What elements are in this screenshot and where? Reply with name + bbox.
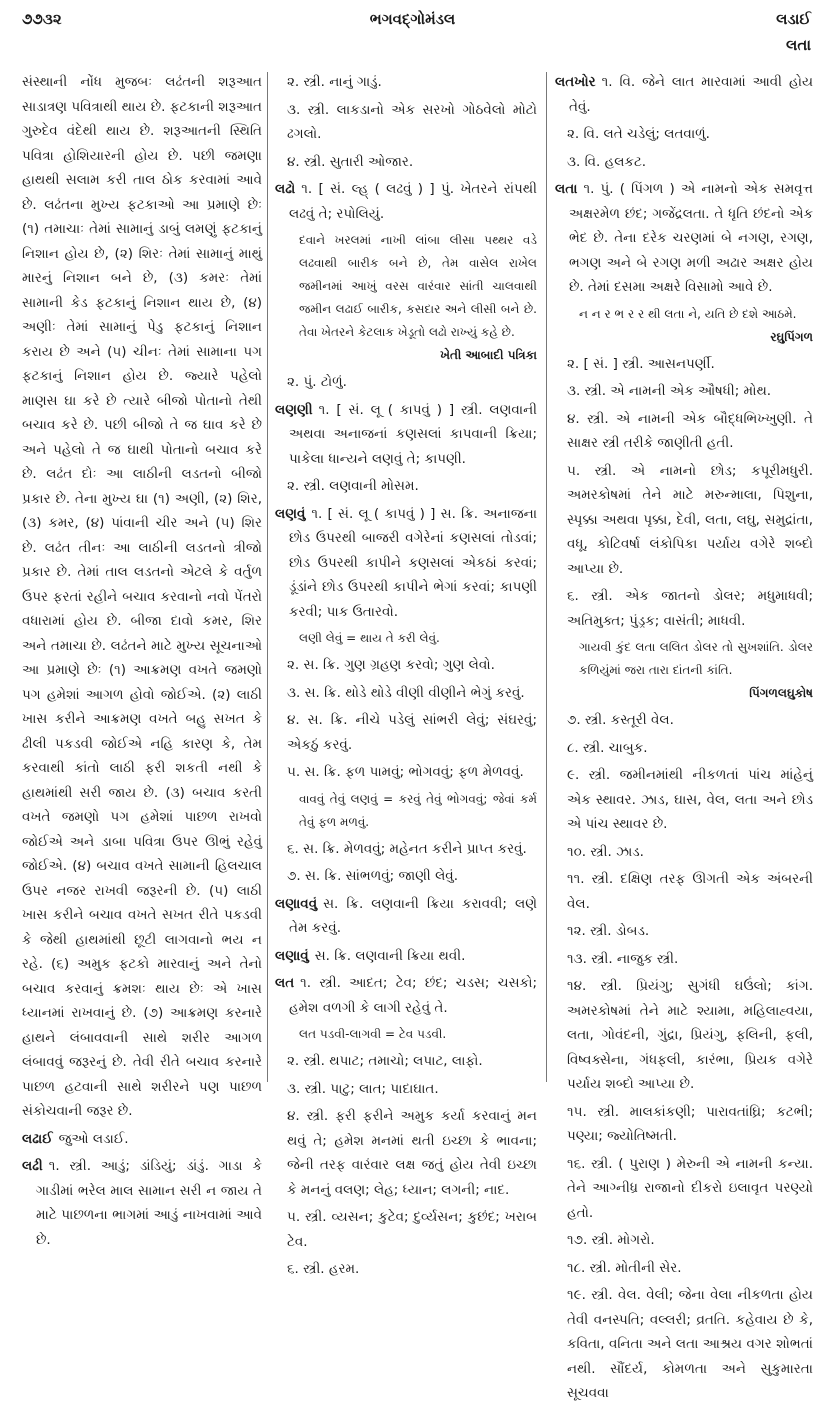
citation-source: ખેતી આબાદી પત્રિકા bbox=[440, 348, 537, 362]
sense-item bbox=[555, 708, 813, 733]
sense-item bbox=[555, 352, 813, 377]
definition-text: ન ન ર ભ ર ર થી લતા ને, યતિ છે દશે આઠમે. bbox=[579, 306, 797, 321]
sense-item bbox=[555, 150, 813, 175]
definition-text: ૨. સ્ત્રી. લણવાની મોસમ. bbox=[287, 478, 419, 494]
definition-text: ૯. સ્ત્રી. જમીનમાંથી નીકળતાં પાંચ માંહેનું એક સ્થાવર. ઝાડ, ઘાસ, વેલ, લતા અને છોડ એ પાંચ સ્થાવર છે. bbox=[567, 767, 813, 832]
definition-text: ૧૨. સ્ત્રી. ડોબડ. bbox=[567, 923, 650, 939]
definition-text: ૫. સ્ત્રી. વ્યસન; કુટેવ; દુર્વ્યસન; કુછંદ; ખરાબ ટેવ. bbox=[287, 1209, 537, 1250]
definition-text: ૧૮. સ્ત્રી. મોતીની સેર. bbox=[567, 1259, 682, 1276]
definition-text: લણી લેવું = થાય તે કરી લેવું. bbox=[299, 631, 440, 645]
column-right bbox=[555, 70, 813, 1409]
definition-text: ૭. સ. ક્રિ. સાંભળવું; જાણી લેવું. bbox=[287, 868, 458, 884]
sense-item bbox=[555, 919, 813, 944]
definition-text: ૩. સ. ક્રિ. થોડે થોડે વીણી વીણીને ભેગું કરવું. bbox=[287, 684, 525, 701]
sense-item bbox=[275, 98, 537, 147]
definition-text: સ. ક્રિ. લણવાની ક્રિયા થવી. bbox=[314, 947, 466, 964]
sense-item bbox=[555, 947, 813, 972]
citation-quote bbox=[275, 1023, 537, 1046]
definition-text: ૩. વિ. હલકટ. bbox=[567, 153, 647, 170]
dictionary-entry bbox=[22, 1154, 262, 1252]
dictionary-entry bbox=[275, 502, 537, 625]
citation-quote bbox=[555, 303, 813, 349]
headword: લતા bbox=[555, 181, 578, 197]
definition-text: ૧. [ સં. લ્હ્ ( લઢવું ) ] પું. ખેતરને રાંપથી લઢવું તે; રપોલિયું. bbox=[289, 181, 537, 222]
headword: લઢાઈ bbox=[22, 1130, 53, 1147]
definition-text: ૩. સ્ત્રી. એ નામની એક ઔષધી; મોથ. bbox=[567, 383, 772, 399]
definition-text: ૧૦. સ્ત્રી. ઝાડ. bbox=[567, 843, 644, 860]
sense-item bbox=[555, 1152, 813, 1226]
guide-word-first: લડાઈ bbox=[776, 10, 811, 28]
sense-item bbox=[275, 474, 537, 499]
sense-item bbox=[555, 459, 813, 582]
sense-item bbox=[555, 1228, 813, 1253]
page-number: ૭૭૩૨ bbox=[22, 10, 62, 28]
sense-item bbox=[555, 407, 813, 456]
sense-item bbox=[275, 760, 537, 785]
page-title: ભગવદ્ગોમંડલ bbox=[369, 10, 456, 28]
definition-text: ૫. સ. ક્રિ. ફળ પામવું; ભોગવવું; ફળ મેળવવું. bbox=[287, 764, 524, 780]
sense-item bbox=[555, 736, 813, 761]
definition-text: લત પડવી-લાગવી = ટેવ પડવી. bbox=[299, 1027, 447, 1041]
dictionary-entry bbox=[275, 177, 537, 226]
sense-item bbox=[555, 974, 813, 1097]
sense-item bbox=[555, 1256, 813, 1281]
definition-text: ૧. પું. ( પિંગળ ) એ નામનો એક સમવૃત્ત અક્ષરમેળ છંદ; ગજેંદ્રલતા. તે ધૃતિ છંદનો એક ભેદ છે. તેના દરેક ચરણમાં બે નગણ, રગણ, ભગણ અને બે રગણ મળી અઢાર અક્ષર હોય છે. તેમાં દસમા અક્ષરે વિસામો આવે છે. bbox=[569, 181, 813, 295]
citation-quote bbox=[275, 788, 537, 834]
headword: લણણી bbox=[275, 401, 313, 418]
definition-text: ૧૯. સ્ત્રી. વેલ. વેલી; જેના વેલા નીકળતા હોય તેવી વનસ્પતિ; વલ્લરી; વ્રતતિ. કહેવાય છે કે, કવિતા, વનિતા અને લતા આશ્રય વગર શોભતાં નથી. સૌંદર્ય, કોમળતા અને સુકુમારતા સૂચવવા bbox=[567, 1287, 813, 1401]
citation-quote bbox=[555, 636, 813, 705]
definition-text: ૨. વિ. લતે ચડેલું; લતવાળું. bbox=[567, 126, 710, 142]
sense-item bbox=[275, 1077, 537, 1102]
headword: લણાવવું bbox=[275, 895, 318, 912]
definition-text: ૨. સ્ત્રી. થપાટ; તમાચો; લપાટ, લાફો. bbox=[287, 1053, 483, 1069]
sense-item bbox=[555, 840, 813, 865]
definition-text: ૨. સ. ક્રિ. ગુણ ગ્રહણ કરવો; ગુણ લેવો. bbox=[287, 657, 495, 673]
definition-text: ૧૩. સ્ત્રી. નાજુક સ્ત્રી. bbox=[567, 950, 679, 967]
headword: લઢો bbox=[275, 181, 296, 197]
definition-text: ૧૪. સ્ત્રી. પ્રિયંગુ; સુગંધી ઘઉંલો; કાંગ. અમરકોષમાં તેને માટે શ્યામા, મહિલાહ્વયા, લતા, ગોવંદની, ગુંદ્રા, પ્રિયંગુ, ફલિની, ફલી, વિષ્વક્સેના, ગંધફલી, કારંભા, પ્રિયક વગેરે પર્યાય શબ્દો આપ્યા છે. bbox=[567, 978, 813, 1092]
sense-item bbox=[275, 1049, 537, 1074]
definition-text: ૬. સ. ક્રિ. મેળવવું; મહેનત કરીને પ્રાપ્ત કરવું. bbox=[287, 840, 527, 857]
column-left bbox=[22, 70, 262, 1255]
definition-text: ૪. સ્ત્રી. ફરી ફરીને અમુક કર્યા કરવાનું મન થવું તે; હમેશ મનમાં થતી ઇચ્છા કે ભાવના; જેની તરફ વારંવાર લક્ષ જતું હોય તેવી ઇચ્છા કે મનનું વલણ; લેહ; ધ્યાન; લગની; નાદ. bbox=[287, 1108, 537, 1198]
dictionary-entry bbox=[275, 892, 537, 941]
definition-text: સંસ્થાની નોંધ મુજબઃ લઢંતની શરૂઆત સાડાત્રણ પવિત્રાથી થાય છે. ફટકાની શરૂઆત ગુરુદેવ વંદેથી થાય છે. શરૂઆતની સ્થિતિ પવિત્રા હોશિયારની હોય છે. પછી જમણા હાથથી સલામ કરી તાલ ઠોક કરવામાં આવે છે. લઢંતના મુખ્ય ફટકાઓ આ પ્રમાણે છેઃ (૧) તમાચાઃ તેમાં સામાનું ડાબું લમણું ફટકાનું નિશાન હોય છે, (૨) શિરઃ તેમાં સામાનું માથું મારનું નિશાન બને છે, (૩) કમરઃ તેમાં સામાની કેડ ફટકાનું નિશાન થાય છે, (૪) અણીઃ તેમાં સામાનું પેડુ ફટકાનું નિશાન કરાય છે અને (૫) ચીનઃ તેમાં સામાના પગ ફટકાનું નિશાન હોય છે. જ્યારે પહેલો માણસ ઘા કરે છે ત્યારે બીજો પોતાનો તેથી બચાવ કરે છે. પછી બીજો તે જ ઘાવ કરે છે અને પહેલો તે જ ઘાથી પોતાનો બચાવ કરે છે. લઢંત દોઃ આ લાઠીની લડતનો બીજો પ્રકાર છે. તેના મુખ્ય ઘા (૧) અણી, (૨) શિર, (૩) કમર, (૪) પાંવાની ચીર અને (૫) શિર છે. લઢંત તીનઃ આ લાઠીની લડતનો ત્રીજો પ્રકાર છે. તેમાં તાલ લડતનો એટલે કે વર્તુળ ઉપર ફરતાં રહીને બચાવ કરવાનો નવો પેંતરો વધારામાં હોય છે. બીજા દાવો કમર, શિર અને તમાચા છે. લઢંતને માટે મુખ્ય સૂચનાઓ આ પ્રમાણે છેઃ (૧) આક્રમણ વખતે જમણો પગ હમેશાં આગળ હોવો જોઈએ. (૨) લાઠી ખાસ કરીને આક્રમણ વખતે બહુ સખત કે ઢીલી પકડવી જોઈએ નહિ કારણ કે, તેમ કરવાથી કાંતો લાઠી ફરી શકતી નથી કે હાથમાંથી સરી જાય છે. (૩) બચાવ કરતી વખતે જમણો પગ હમેશાં પાછળ રાખવો જોઈએ અને ડાબા પવિત્રા ઉપર ઊભું રહેવું જોઈએ. (૪) બચાવ વખતે સામાની હિલચાલ ઉપર નજર રાખવી જરૂરની છે. (૫) લાઠી ખાસ કરીને બચાવ વખતે સખત રીતે પકડવી કે જેથી હાથમાંથી છૂટી લાગવાનો ભય ન રહે. (૬) અમુક ફટકો મારવાનું અને તેનો બચાવ કરવાનું ક્રમશઃ થાય છેઃ એ ખાસ ધ્યાનમાં રાખવાનું છે. (૭) આક્રમણ કરનારે હાથને લંબાવવાની સાથે શરીર આગળ લંબાવવું જરૂરનું છે. તેવી રીતે બચાવ કરનારે પાછળ હટવાની સાથે શરીરને પણ પાછળ સંકોચવાની જરૂર છે. bbox=[22, 74, 262, 1119]
dictionary-entry bbox=[275, 944, 537, 969]
dictionary-entry bbox=[275, 398, 537, 472]
sense-item bbox=[22, 70, 262, 1124]
headword: લઢી bbox=[22, 1158, 43, 1174]
definition-text: ૪. સ્ત્રી. એ નામની એક બૌદ્ધભિખ્ખુણી. તે સાક્ષર સ્ત્રી તરીકે જાણીતી હતી. bbox=[567, 410, 813, 451]
guide-word-last: લતા bbox=[786, 36, 811, 54]
definition-text: ૬. સ્ત્રી. એક જાતનો ડોલર; મધુમાધવી; અતિમુક્ત; પુંડ્રક; વાસંતી; માધવી. bbox=[567, 588, 813, 629]
sense-item bbox=[555, 1283, 813, 1406]
definition-text: ૩. સ્ત્રી. પાટુ; લાત; પાદાઘાત. bbox=[287, 1080, 439, 1097]
sense-item bbox=[555, 867, 813, 916]
sense-item bbox=[275, 708, 537, 757]
definition-text: ૧૭. સ્ત્રી. મોગરો. bbox=[567, 1232, 655, 1248]
definition-text: વાવવું તેવું લણવું = કરવું તેવું ભોગવવું; જેવાં કર્મ તેવું ફળ મળવું. bbox=[299, 791, 537, 829]
sense-item bbox=[555, 1100, 813, 1149]
sense-item bbox=[275, 864, 537, 889]
definition-text: ૪. સ. ક્રિ. નીચે પડેલું સાંભરી લેવું; સંઘરવું; એકઠું કરવું. bbox=[287, 712, 537, 753]
headword: લત bbox=[275, 975, 295, 991]
definition-text: ૧૫. સ્ત્રી. માલકાંકણી; પારાવતાંઘ્રિ; કટભી; પણ્યા; જ્યોતિષ્મતી. bbox=[567, 1103, 813, 1144]
sense-item bbox=[275, 1257, 537, 1282]
sense-item bbox=[555, 122, 813, 147]
headword: લણાવું bbox=[275, 947, 309, 964]
column-middle bbox=[275, 70, 537, 1285]
definition-text: ૨. સ્ત્રી. નાનું ગાડું. bbox=[287, 74, 382, 90]
definition-text: ૧. સ્ત્રી. આડું; ડાંડિયું; ડાંડું. ગાડા કે ગાડીમાં ભરેલ માલ સામાન સરી ન જાય તે માટે પાછળના ભાગમાં આડું નાખવામાં આવે છે. bbox=[36, 1158, 262, 1248]
sense-item bbox=[555, 763, 813, 837]
sense-item bbox=[275, 1104, 537, 1202]
definition-text: ૧. [ સં. લૂ ( કાપવું ) ] સ. ક્રિ. અનાજના છોડ ઉપરથી બાજરી વગેરેનાં કણસલાં તોડવાં; છોડ ઉપરથી કાપીને કણસલાં એકઠાં કરવાં; ડૂંડાંને છોડ ઉપરથી કાપીને ભેગાં કરવાં; કાપણી કરવી; પાક ઉતારવો. bbox=[289, 505, 537, 620]
dictionary-entry bbox=[555, 177, 813, 300]
citation-source: રઘુપિંગળ bbox=[770, 329, 813, 344]
sense-item bbox=[275, 1205, 537, 1254]
definition-text: ૧૧. સ્ત્રી. દક્ષિણ તરફ ઊગતી એક અંબરની વેલ. bbox=[567, 871, 813, 912]
headword: લણવું bbox=[275, 505, 306, 522]
sense-item bbox=[275, 681, 537, 706]
dictionary-entry bbox=[275, 971, 537, 1020]
definition-text: સ. ક્રિ. લણવાની ક્રિયા કરાવવી; લણે તેમ કરવું. bbox=[289, 895, 537, 936]
definition-text: ૮. સ્ત્રી. ચાબુક. bbox=[567, 739, 648, 756]
definition-text: ગાયવી કુંદ લતા લલિત ડોલર તો સુખશાંતિ. ડોલર કળિયુંમાં જરા તારા દાંતની કાંતિ. bbox=[579, 640, 813, 677]
sense-item bbox=[275, 837, 537, 862]
sense-item bbox=[275, 70, 537, 95]
dictionary-entry bbox=[22, 1127, 262, 1152]
definition-text: ૨. પું. ટોળું. bbox=[287, 374, 347, 390]
definition-text: ૪. સ્ત્રી. સુતારી ઓજાર. bbox=[287, 153, 414, 170]
definition-text: ૭. સ્ત્રી. કસ્તૂરી વેલ. bbox=[567, 712, 674, 728]
sense-item bbox=[275, 653, 537, 678]
definition-text: દવાને ખરલમાં નાખી લાંબા લીસા પથ્થર વડે લઢવાથી બારીક બને છે, તેમ વાસેલ રાખેલ જમીનમાં આખું વરસ વારંવાર સાંતી ચાલવાથી જમીન લઢાઈ બારીક, કસદાર અને લીસી બને છે. તેવા ખેતરને કેટલાક ખેડૂતો લઢો રાખ્યું કહે છે. bbox=[299, 233, 537, 339]
sense-item bbox=[555, 584, 813, 633]
definition-text: ૩. સ્ત્રી. લાકડાનો એક સરખો ગોઠવેલો મોટો ઢગલો. bbox=[287, 101, 537, 142]
definition-text: ૧. [ સં. લૂ ( કાપવું ) ] સ્ત્રી. લણવાની અથવા અનાજનાં કણસલાં કાપવાની ક્રિયા; પાકેલા ધાન્યને લણવું તે; કાપણી. bbox=[289, 401, 537, 467]
citation-quote bbox=[275, 627, 537, 650]
definition-text: ૧. સ્ત્રી. આદત; ટેવ; છંદ; ચડસ; ચસકો; હમેશ વળગી કે લાગી રહેવું તે. bbox=[289, 975, 537, 1016]
definition-text: ૬. સ્ત્રી. હરમ. bbox=[287, 1261, 360, 1277]
citation-quote bbox=[275, 229, 537, 367]
sense-item bbox=[555, 379, 813, 404]
headword: લતખોર bbox=[555, 74, 596, 90]
sense-item bbox=[275, 370, 537, 395]
definition-text: ૨. [ સં. ] સ્ત્રી. આસનપર્ણી. bbox=[567, 355, 715, 372]
definition-text: ૧૬. સ્ત્રી. ( પુરાણ ) મેરુની એ નામની કન્યા. તેને આગ્નીધ્ર રાજાનો દીકરો ઇલાવૃત પરણ્યો હતો. bbox=[567, 1155, 813, 1221]
column-divider bbox=[267, 72, 268, 1082]
definition-text: ૧. વિ. જેને લાત મારવામાં આવી હોય તેવું. bbox=[569, 74, 813, 115]
citation-source: પિંગળલઘુકોષ bbox=[749, 686, 813, 700]
definition-text: જુઓ લડાઈ. bbox=[58, 1130, 129, 1147]
dictionary-entry bbox=[555, 70, 813, 119]
definition-text: ૫. સ્ત્રી. એ નામનો છોડ; કપૂરીમધુરી. અમરકોષમાં તેને માટે મરુન્માલા, પિશુના, સ્પૃક્કા અથવા પૃક્કા, દેવી, લતા, લઘુ, સમુદ્રાંતા, વધૂ, કોટિવર્ષા લંકોપિકા પર્યાય વગેરે શબ્દો આપ્યા છે. bbox=[567, 462, 813, 577]
column-divider bbox=[546, 72, 547, 1082]
sense-item bbox=[275, 150, 537, 175]
